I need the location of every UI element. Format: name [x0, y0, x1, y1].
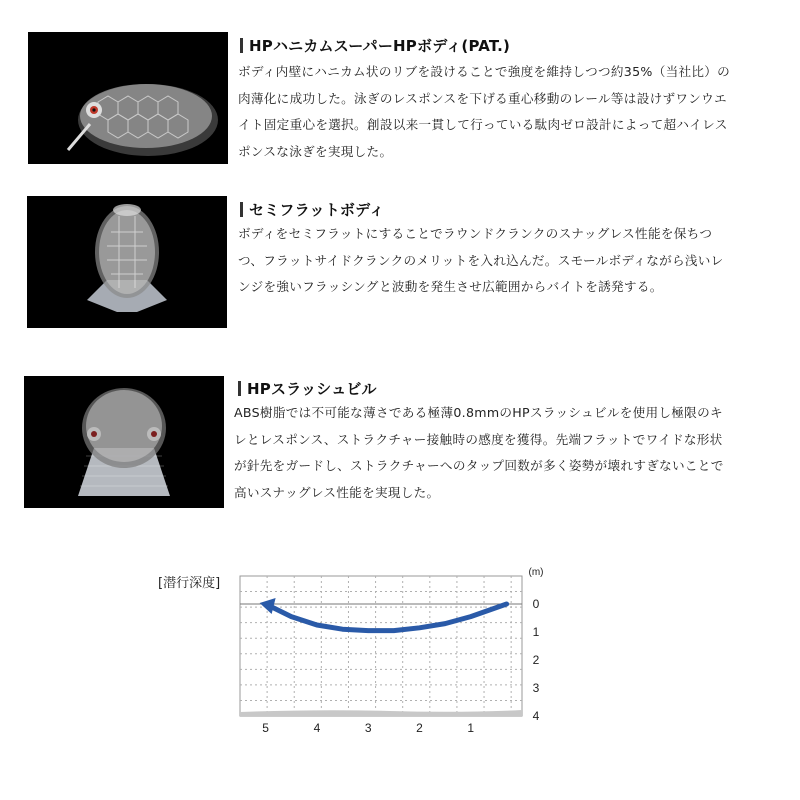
body-line: ポンスな泳ぎを実現した。 [238, 143, 393, 159]
body-line: イト固定重心を選択。創設以来一貫して行っている駄肉ゼロ設計によって超ハイレス [238, 117, 728, 132]
body-line: ボディをセミフラットにすることでラウンドクランクのスナッグレス性能を保ちつ [238, 226, 713, 241]
feature-title-honeycomb: HPハニカムスーパーHPボディ(PAT.) [240, 36, 510, 56]
diving-depth-chart [228, 560, 558, 740]
feature-title-semiflat: セミフラットボディ [240, 200, 384, 220]
body-line: ABS樹脂では不可能な薄さである極薄0.8mmのHPスラッシュビルを使用し極限のキ [234, 405, 723, 420]
y-tick-label: 1 [532, 625, 540, 639]
y-tick-label: 2 [532, 653, 540, 667]
body-line: が針先をガードし、ストラクチャーへのタップ回数が多く姿勢が壊れすぎないことで [234, 458, 724, 473]
feature-title-slashbill: HPスラッシュビル [238, 379, 377, 399]
x-tick-label: 3 [364, 721, 372, 735]
lure-side-photo [28, 32, 228, 164]
chart-frame [240, 576, 522, 716]
feature-body-semiflat [238, 221, 724, 301]
feature-body-slashbill [234, 400, 724, 506]
lure-top-image [27, 196, 227, 328]
body-line: ボディ内壁にハニカム状のリブを設けることで強度を維持しつつ約35%（当社比）の [238, 64, 731, 79]
depth-chart-label: [潜行深度] [158, 576, 221, 591]
x-tick-label: 4 [313, 721, 321, 735]
feature-body-honeycomb [238, 59, 730, 165]
x-tick-label: 2 [416, 721, 423, 735]
y-tick-label: 4 [532, 709, 540, 723]
title-bar-icon [240, 202, 243, 217]
body-line: 肉薄化に成功した。泳ぎのレスポンスを下げる重心移動のレール等は設けずワンウエ [238, 90, 727, 106]
title-bar-icon [238, 381, 241, 396]
x-tick-label: 1 [467, 721, 475, 735]
y-tick-label: 3 [532, 681, 540, 695]
y-tick-label: 0 [532, 597, 540, 611]
lure-front-image [24, 376, 224, 508]
x-tick-label: 5 [262, 721, 269, 735]
lure-front-photo [24, 376, 224, 508]
body-line: つ、フラットサイドクランクのメリットを入れ込んだ。スモールボディながら浅いレ [238, 252, 724, 268]
y-unit-label: (m) [528, 567, 544, 578]
lure-side-image [28, 32, 228, 164]
body-line: 高いスナッグレス性能を実現した。 [234, 484, 440, 500]
title-bar-icon [240, 38, 243, 53]
body-line: レとレスポンス、ストラクチャー接触時の感度を獲得。先端フラットでワイドな形状 [234, 431, 723, 447]
lure-top-photo [27, 196, 227, 328]
body-line: ンジを強いフラッシングと波動を発生させ広範囲からバイトを誘発する。 [238, 279, 663, 294]
